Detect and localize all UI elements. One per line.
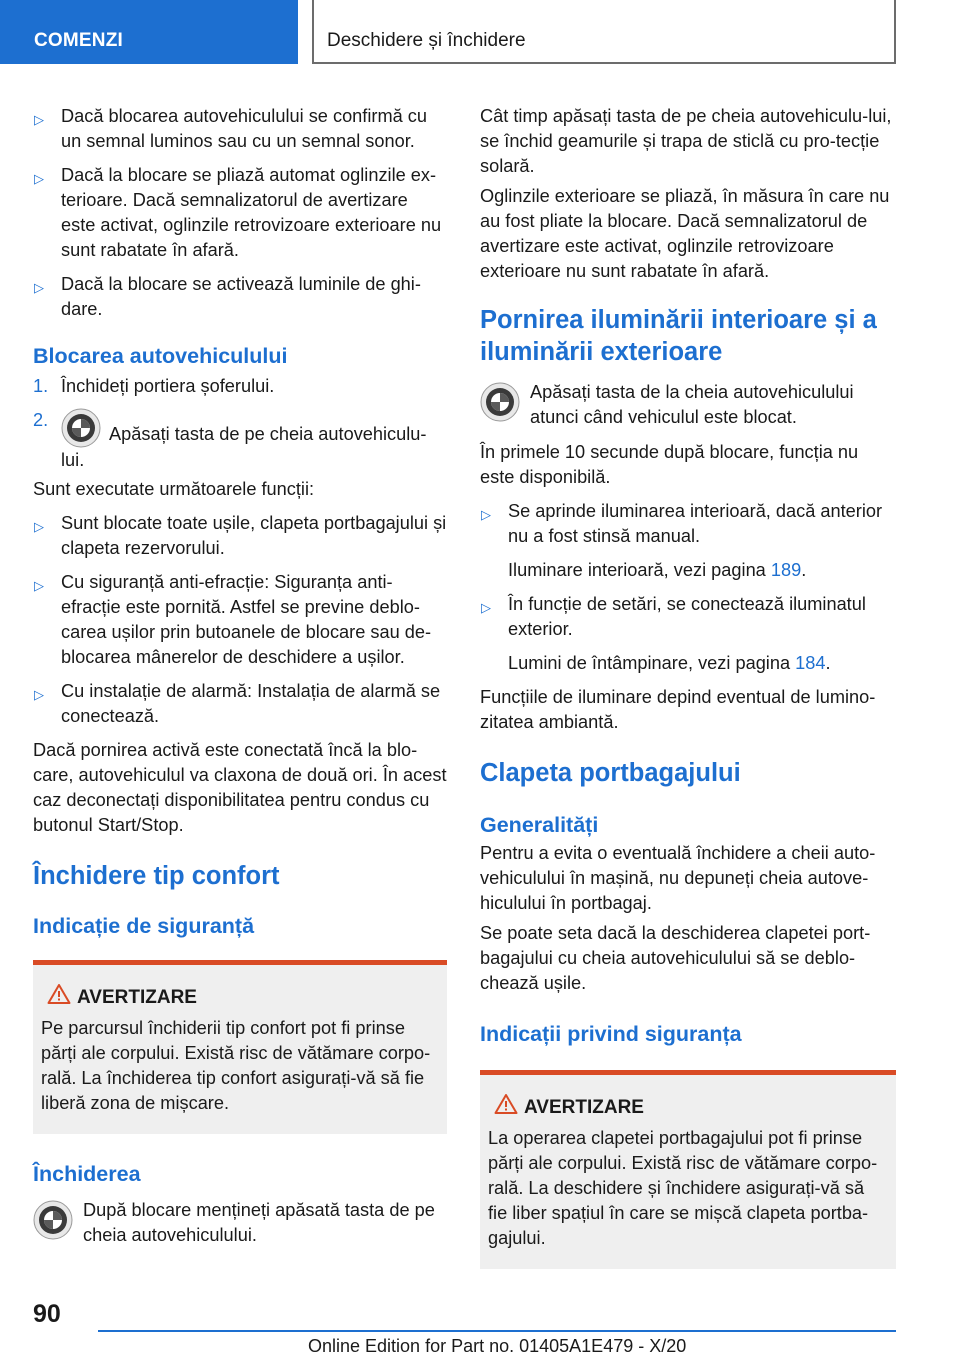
list-item: ▷ În funcție de setări, se conectează iluminatul exterior. <box>481 594 866 639</box>
heading-comfort: Închidere tip confort <box>33 862 280 890</box>
paragraph: Cât timp apăsați tasta de pe cheia autovehiculu‐lui, se închid geamurile și trapa de sticlă cu pro‐tecție solară. <box>480 106 892 176</box>
page-reference: Lumini de întâmpinare, vezi pagina 184. <box>508 653 831 673</box>
list-item: ▷ Dacă la blocare se activează luminile de ghi‐dare. <box>34 274 421 319</box>
warning-box <box>33 960 447 1134</box>
section-title: COMENZI <box>34 30 124 51</box>
heading-lock: Blocarea autovehiculului <box>33 344 288 368</box>
heading-tailgate: Clapeta portbagajului <box>480 759 741 787</box>
bmw-key-button-icon <box>480 382 520 422</box>
triangle-bullet-icon: ▷ <box>34 112 44 127</box>
chapter-title: Deschidere și închidere <box>327 30 526 51</box>
footer-edition: Online Edition for Part no. 01405A1E479 - X/20 <box>308 1336 687 1356</box>
paragraph: Se poate seta dacă la deschiderea clapetei port‐bagajului cu cheia autovehiculului să se deblo‐chează ușile. <box>480 923 871 993</box>
warning-text: Pe parcursul închiderii tip confort pot fi prinse părți ale corpului. Există risc de vătămare corpo‐rală. La închiderea tip confort asigurați-vă să fie liberă zona de mișcare. <box>41 1018 431 1113</box>
list-item: ▷ Dacă la blocare se pliază automat oglinzile ex‐terioare. Dacă semnalizatorul de avertizare este activat, oglinzile retrovizoare exterioare nu sunt rabatate în afară. <box>34 165 442 260</box>
bmw-key-button-icon <box>61 408 101 448</box>
paragraph: Pentru a evita o eventuală închidere a cheii auto‐vehiculului în mașină, nu depuneți cheia autove‐hiculului în portbagaj. <box>480 843 876 913</box>
bmw-key-button-icon <box>33 1200 73 1240</box>
list-item: ▷ Sunt blocate toate ușile, clapeta portbagajului și clapeta rezervorului. <box>34 513 447 558</box>
heading-closing: Închiderea <box>33 1162 141 1186</box>
step-item: 2. Apăsați tasta de pe cheia autovehiculu‐lui. <box>33 410 427 470</box>
triangle-bullet-icon: ▷ <box>481 507 491 522</box>
page-number: 90 <box>33 1300 61 1328</box>
list-item: ▷ Cu siguranță anti-efracție: Siguranța anti-efracție este pornită. Astfel se previne deblo‐carea ușilor prin butoanele de blocare sau de‐blocarea mânerelor de deschidere a ușilor. <box>34 572 432 667</box>
triangle-bullet-icon: ▷ <box>34 578 44 593</box>
lighting-instruction: Apăsați tasta de la cheia autovehiculului atunci când vehiculul este blocat. <box>480 380 896 430</box>
triangle-bullet-icon: ▷ <box>34 519 44 534</box>
heading-lighting: Pornirea iluminării interioare și a iluminării exterioare <box>480 306 877 366</box>
heading-general: Generalități <box>480 813 599 837</box>
warning-triangle-icon <box>47 983 71 1005</box>
list-item: ▷ Dacă blocarea autovehiculului se confirmă cu un semnal luminos sau cu un semnal sonor. <box>34 106 427 151</box>
paragraph: Oglinzile exterioare se pliază, în măsura în care nu au fost pliate la blocare. Dacă semnalizatorul de avertizare este activat, oglinzile retrovizoare exterioare nu sunt rabatate în afară. <box>480 186 890 281</box>
page-link[interactable]: 184 <box>795 653 826 673</box>
triangle-bullet-icon: ▷ <box>34 171 44 186</box>
functions-intro: Sunt executate următoarele funcții: <box>33 479 315 499</box>
right-column <box>480 104 896 1269</box>
chapter-header <box>312 0 896 64</box>
left-column <box>33 104 447 1258</box>
triangle-bullet-icon: ▷ <box>34 687 44 702</box>
step-item: 1. Închideți portiera șoferului. <box>33 376 275 396</box>
warning-box <box>480 1070 896 1269</box>
page-reference: Iluminare interioară, vezi pagina 189. <box>508 560 807 580</box>
footer-divider <box>98 1330 896 1332</box>
list-item: ▷ Cu instalație de alarmă: Instalația de alarmă se conectează. <box>34 681 441 726</box>
triangle-bullet-icon: ▷ <box>34 280 44 295</box>
warning-title: AVERTIZARE <box>488 1095 888 1120</box>
paragraph: În primele 10 secunde după blocare, funcția nu este disponibilă. <box>480 442 859 487</box>
heading-safety: Indicație de siguranță <box>33 914 255 938</box>
warning-triangle-icon <box>494 1093 518 1115</box>
paragraph: Funcțiile de iluminare depind eventual de lumino‐zitatea ambiantă. <box>480 687 876 732</box>
closing-instruction: După blocare mențineți apăsată tasta de pe cheia autovehiculului. <box>33 1198 447 1248</box>
warning-text: La operarea clapetei portbagajului pot fi prinse părți ale corpului. Există risc de vătămare corpo‐rală. La deschidere și închidere asigurați-vă să fie liber spațiul în care se mișcă clapeta portba‐gajului. <box>488 1128 878 1248</box>
section-tab <box>0 0 298 64</box>
horn-paragraph: Dacă pornirea activă este conectată încă la blo‐care, autovehiculul va claxona de două ori. În acest caz deconectați disponibilitatea pentru condus cu butonul Start/Stop. <box>33 740 447 835</box>
warning-title: AVERTIZARE <box>41 985 439 1010</box>
list-item: ▷ Se aprinde iluminarea interioară, dacă anterior nu a fost stinsă manual. <box>481 501 883 546</box>
heading-safety-2: Indicații privind siguranța <box>480 1022 742 1046</box>
page-link[interactable]: 189 <box>770 560 802 580</box>
triangle-bullet-icon: ▷ <box>481 600 491 615</box>
